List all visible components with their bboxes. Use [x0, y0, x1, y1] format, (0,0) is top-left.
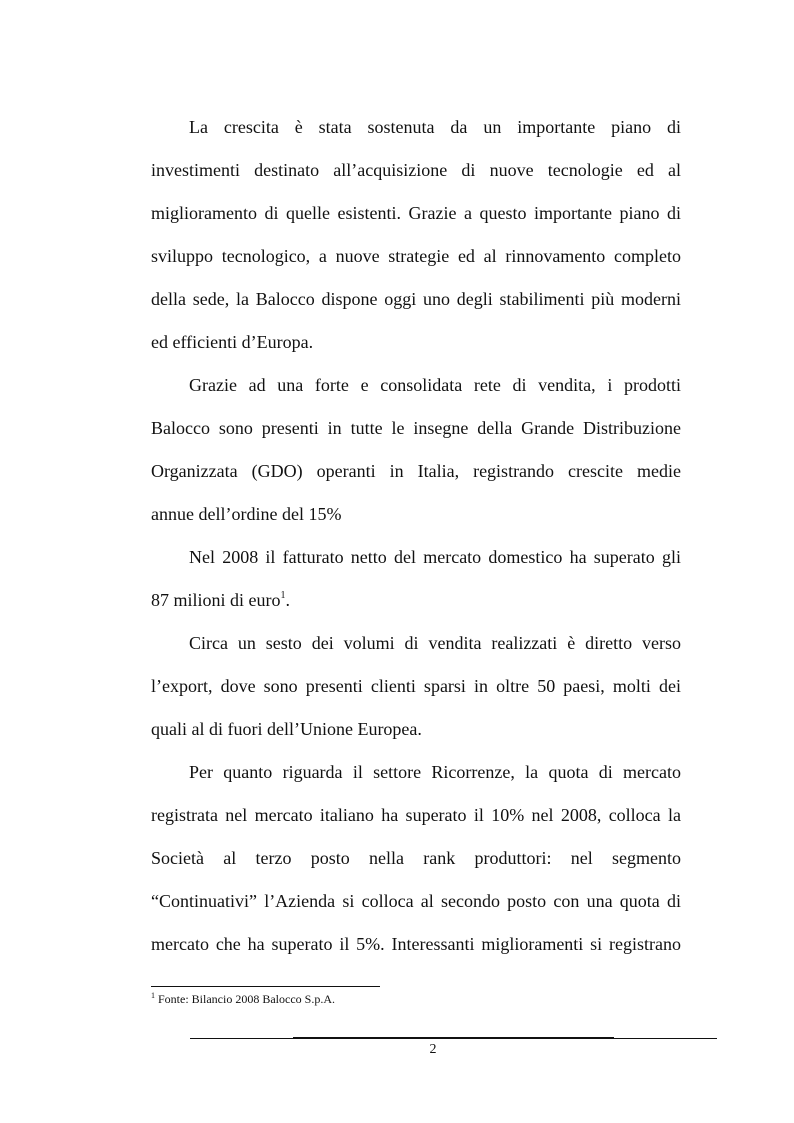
paragraph-3-line-1: Nel 2008 il fatturato netto del mercato domestico ha superato gli — [189, 547, 681, 567]
paragraph-4-line-1: Circa un sesto dei volumi di vendita realizzati è diretto verso — [189, 633, 681, 653]
paragraph-3-line-2-text: 87 milioni di euro — [151, 590, 281, 610]
footnote-text: Fonte: Bilancio 2008 Balocco S.p.A. — [155, 992, 335, 1006]
footnote-separator — [151, 986, 380, 987]
paragraph-5-line-2: registrata nel mercato italiano ha superato il 10% nel 2008, colloca la — [151, 805, 681, 825]
paragraph-2-line-3: Organizzata (GDO) operanti in Italia, registrando crescite medie — [151, 461, 681, 481]
paragraph-1-line-1: La crescita è stata sostenuta da un importante piano di — [189, 117, 681, 137]
paragraph-5-line-5: mercato che ha superato il 5%. Interessanti miglioramenti si registrano — [151, 934, 681, 954]
paragraph-2-line-2: Balocco sono presenti in tutte le insegne della Grande Distribuzione — [151, 418, 681, 438]
page-number: 2 — [429, 1042, 437, 1057]
paragraph-1-line-4: sviluppo tecnologico, a nuove strategie ed al rinnovamento completo — [151, 246, 681, 266]
paragraph-4-line-3: quali al di fuori dell’Unione Europea. — [151, 719, 422, 739]
footnote — [151, 992, 335, 1006]
paragraph-4-line-2: l’export, dove sono presenti clienti sparsi in oltre 50 paesi, molti dei — [151, 676, 681, 696]
paragraph-5-line-1: Per quanto riguarda il settore Ricorrenze, la quota di mercato — [189, 762, 681, 782]
paragraph-5-line-4: “Continuativi” l’Azienda si colloca al secondo posto con una quota di — [151, 891, 681, 911]
paragraph-1-line-2: investimenti destinato all’acquisizione di nuove tecnologie ed al — [151, 160, 681, 180]
footnote-reference: 1 — [280, 590, 286, 601]
footer-rule-accent — [293, 1037, 614, 1039]
paragraph-2-line-4: annue dell’ordine del 15% — [151, 504, 342, 524]
paragraph-5-line-3: Società al terzo posto nella rank produttori: nel segmento — [151, 848, 681, 868]
paragraph-1-line-6: ed efficienti d’Europa. — [151, 332, 314, 352]
paragraph-2-line-1: Grazie ad una forte e consolidata rete di vendita, i prodotti — [189, 375, 681, 395]
footnote-number: 1 — [151, 991, 155, 1000]
paragraph-1-line-3: miglioramento di quelle esistenti. Grazie a questo importante piano di — [151, 203, 681, 223]
paragraph-3-line-2 — [151, 583, 681, 626]
paragraph-1-line-5: della sede, la Balocco dispone oggi uno degli stabilimenti più moderni — [151, 289, 681, 309]
body-text — [151, 110, 681, 970]
paragraph-3-line-2-tail: . — [285, 590, 290, 610]
